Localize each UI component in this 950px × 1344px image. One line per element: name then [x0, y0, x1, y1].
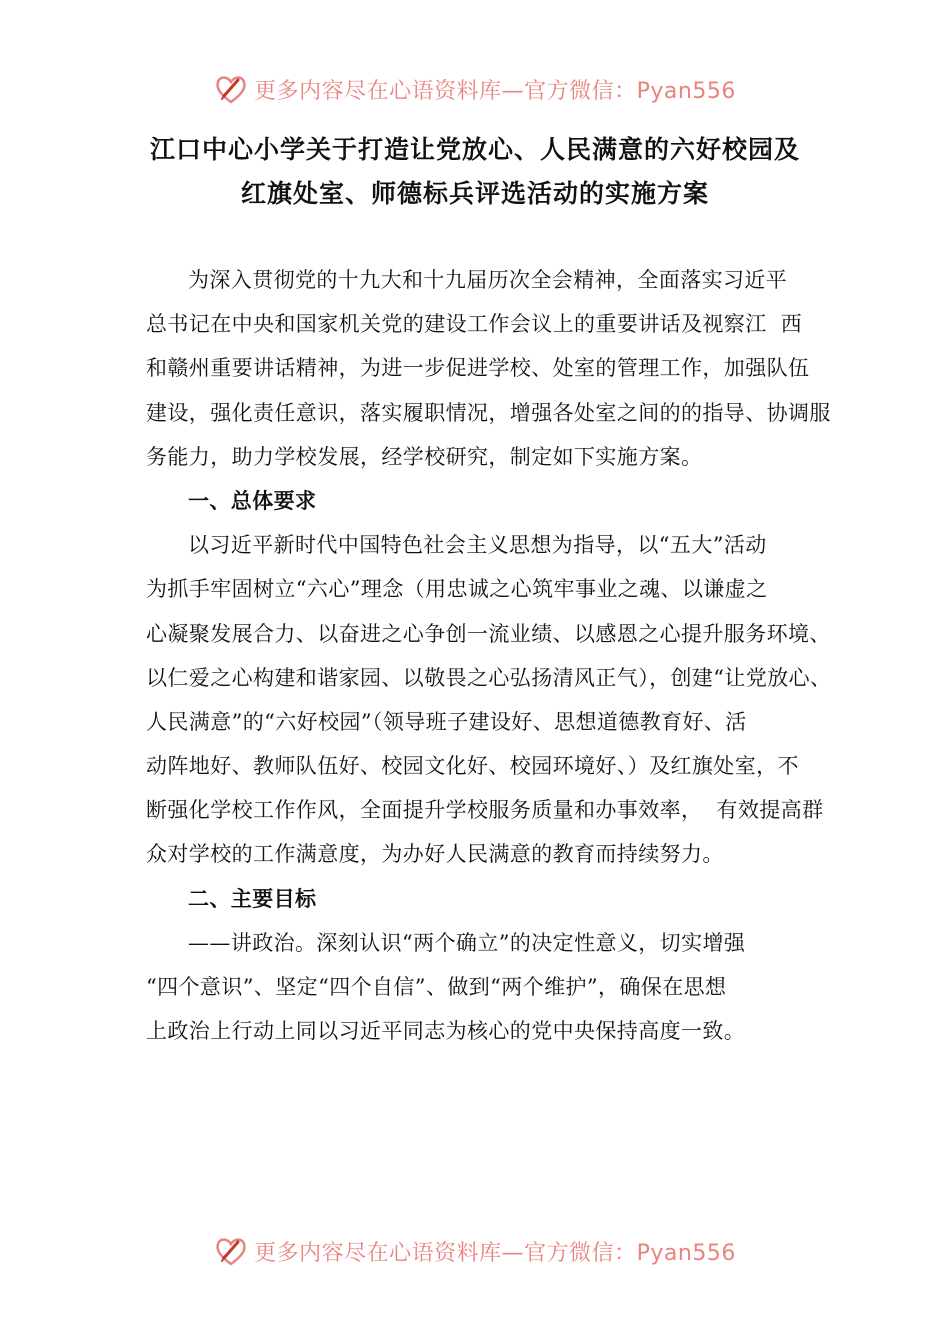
body-line: 为抓手牢固树立“六心”理念（用忠诚之心筑牢事业之魂、以谦虚之	[146, 577, 768, 602]
heart-pen-logo-icon	[214, 72, 248, 106]
heart-pen-logo-icon	[214, 1234, 248, 1268]
watermark-banner-bottom	[0, 1234, 950, 1268]
document-title-line-2: 红旗处室、师德标兵评选活动的实施方案	[240, 179, 709, 208]
body-line: 为深入贯彻党的十九大和十九届历次全会精神，全面落实习近平	[188, 268, 788, 292]
body-line: 动阵地好、教师队伍好、校园文化好、校园环境好、）及红旗处室，不	[146, 754, 799, 779]
body-line: 人民满意”的“六好校园”（领导班子建设好、思想道德教育好、活	[146, 709, 747, 734]
section-heading-general-requirements: 一、总体要求	[188, 488, 317, 513]
document-body	[146, 258, 832, 1053]
body-line: “四个意识”、坚定“四个自信”、做到“两个维护”，确保在思想	[146, 975, 727, 999]
body-line: 务能力，助力学校发展，经学校研究，制定如下实施方案。	[146, 444, 703, 469]
body-line: 和赣州重要讲话精神，为进一步促进学校、处室的管理工作，加强队伍	[146, 356, 810, 381]
body-line: 总书记在中央和国家机关党的建设工作会议上的重要讲话及视察江 西	[146, 312, 803, 337]
body-line: 以仁爱之心构建和谐家园、以敬畏之心弘扬清风正气），创建“让党放心、	[146, 665, 832, 690]
watermark-banner-top	[0, 72, 950, 106]
body-line: ——讲政治。深刻认识“两个确立”的决定性意义，切实增强	[188, 930, 746, 955]
watermark-text: 更多内容尽在心语资料库—官方微信：Pyan556	[254, 78, 736, 104]
body-line: 断强化学校工作作风，全面提升学校服务质量和办事效率， 有效提高群	[146, 798, 824, 823]
body-line: 心凝聚发展合力、以奋进之心争创一流业绩、以感恩之心提升服务环境、	[146, 621, 831, 646]
body-line: 以习近平新时代中国特色社会主义思想为指导，以“五大”活动	[188, 533, 767, 558]
body-line: 上政治上行动上同以习近平同志为核心的党中央保持高度一致。	[146, 1019, 746, 1044]
body-line: 建设，强化责任意识，落实履职情况，增强各处室之间的的指导、协调服	[146, 400, 831, 425]
document-title-line-1: 江口中心小学关于打造让党放心、人民满意的六好校园及	[149, 135, 800, 164]
body-line: 众对学校的工作满意度，为办好人民满意的教育而持续努力。	[146, 842, 724, 867]
watermark-text: 更多内容尽在心语资料库—官方微信：Pyan556	[254, 1240, 736, 1266]
section-heading-main-goals: 二、主要目标	[188, 886, 317, 911]
